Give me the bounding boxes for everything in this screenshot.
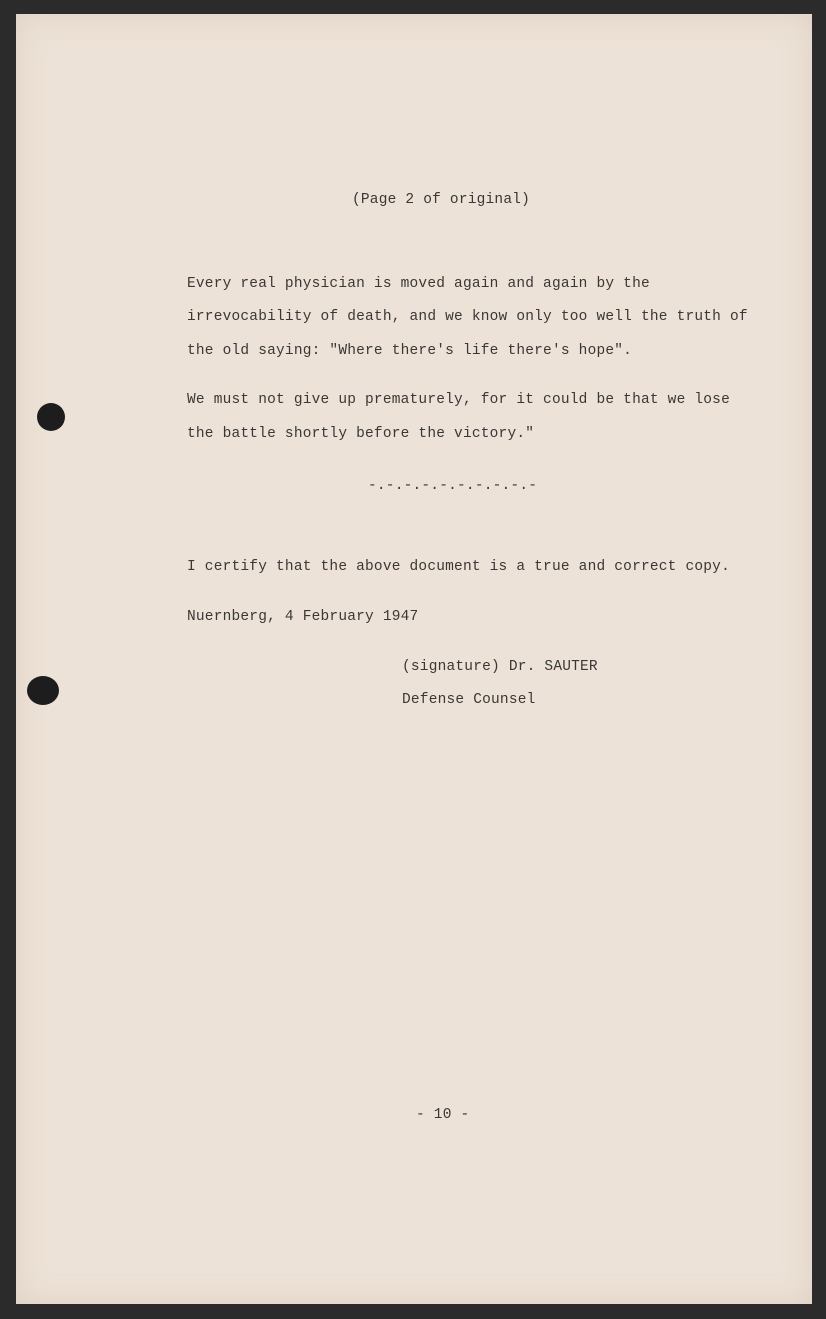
paragraph2-line1: We must not give up prematurely, for it could be that we lose — [187, 392, 730, 408]
paragraph2-line2: the battle shortly before the victory." — [187, 426, 535, 442]
document-page — [16, 14, 812, 1304]
paragraph1-line3: the old saying: "Where there's life there's hope". — [187, 343, 633, 359]
place-date: Nuernberg, 4 February 1947 — [187, 609, 419, 625]
page-header: (Page 2 of original) — [352, 192, 531, 208]
paragraph1-line2: irrevocability of death, and we know only too well the truth of — [187, 309, 748, 325]
punch-hole-top — [37, 403, 65, 431]
signer-title: Defense Counsel — [402, 692, 536, 708]
page-number: - 10 - — [416, 1107, 470, 1123]
paragraph1-line1: Every real physician is moved again and again by the — [187, 276, 650, 292]
separator: -.-.-.-.-.-.-.-.-.- — [368, 478, 538, 494]
certification: I certify that the above document is a true and correct copy. — [187, 559, 730, 575]
punch-hole-bottom — [27, 676, 59, 705]
signature: (signature) Dr. SAUTER — [402, 659, 598, 675]
